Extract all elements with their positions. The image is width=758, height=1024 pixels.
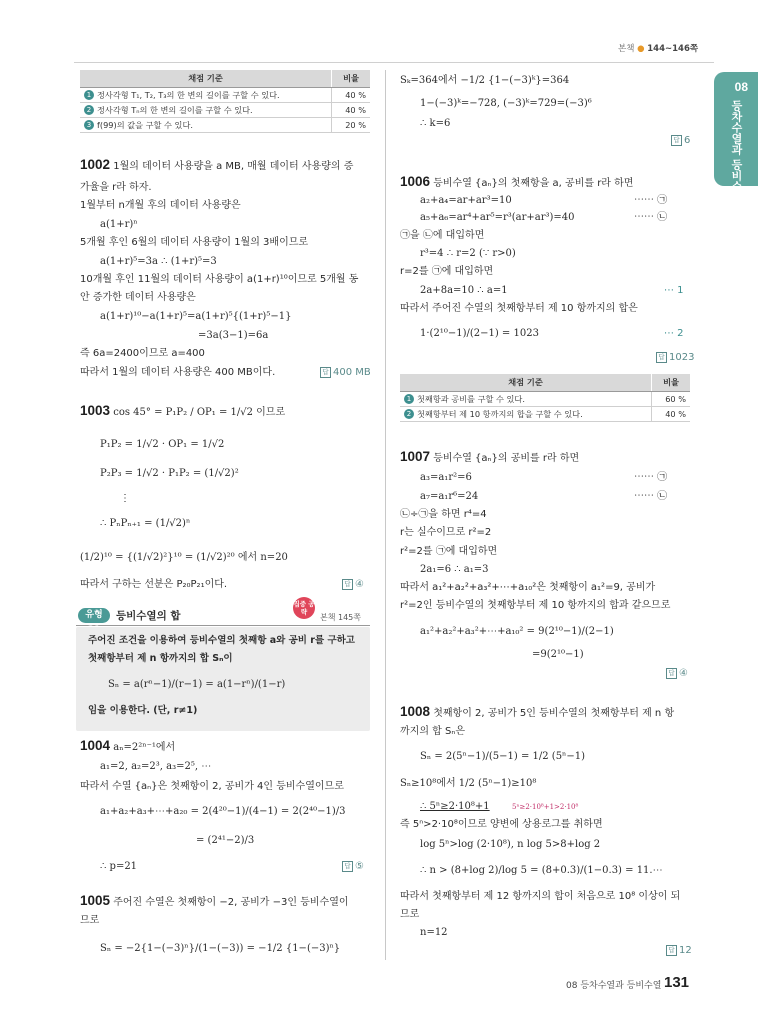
answer-icon: 답 — [666, 668, 677, 679]
problem-1007 — [400, 450, 579, 465]
answer-value: 1023 — [669, 352, 695, 363]
math-line: (1/2)¹⁰ = {(1/√2)²}¹⁰ = (1/√2)²⁰ 에서 n=20 — [80, 552, 288, 563]
math-line: a(1+r)⁵=3a ∴ (1+r)⁵=3 — [100, 256, 217, 267]
math-line: =3a(3−1)=6a — [198, 330, 269, 341]
problem-number: 1008 — [400, 704, 431, 719]
problem-number: 1004 — [80, 738, 111, 753]
answer-icon: 답 — [656, 352, 667, 363]
table-cell: 40 % — [652, 407, 691, 422]
text-line: r²=2인 등비수열의 첫째항부터 제 10 항까지의 합과 같으므로 — [400, 600, 671, 611]
math-line: 1·(2¹⁰−1)/(2−1) = 1023 — [420, 328, 539, 339]
problem-number: 1006 — [400, 174, 431, 189]
answer-1002 — [320, 366, 371, 379]
math-line: P₁P₂ = 1/√2 · OP₁ = 1/√2 — [100, 439, 225, 450]
step-2-icon: 2 — [84, 105, 94, 115]
answer-1005 — [671, 134, 690, 147]
text-line: 첫째항부터 제 n 항까지의 합 Sₙ이 — [88, 653, 233, 664]
math-line: Sₖ=364에서 −1/2 {1−(−3)ᵏ}=364 — [400, 75, 570, 86]
math-line: ∴ 5ⁿ≥2·10⁸+1 — [420, 801, 490, 812]
text-line: 즉 6a=2400이므로 a=400 — [80, 348, 205, 359]
page-header — [618, 42, 698, 54]
table-row — [400, 392, 690, 407]
answer-1004 — [342, 860, 364, 873]
table-row — [80, 88, 370, 103]
answer-value: 400 MB — [333, 367, 371, 378]
math-line: a₁²+a₂²+a₃²+⋯+a₁₀² = 9(2¹⁰−1)/(2−1) — [420, 626, 614, 637]
math-line: 2a+8a=10 ∴ a=1 — [420, 285, 508, 296]
answer-1006 — [656, 351, 694, 364]
answer-1008 — [666, 944, 692, 957]
answer-icon: 답 — [342, 861, 353, 872]
chapter-number: 08 — [734, 80, 748, 94]
text-line: 등비수열 {aₙ}의 공비를 r라 하면 — [433, 453, 580, 464]
text-line: ㉠을 ㉡에 대입하면 — [400, 230, 485, 241]
table-cell: 첫째항부터 제 10 항까지의 합을 구할 수 있다. — [417, 408, 583, 419]
text-line: r=2를 ㉠에 대입하면 — [400, 266, 494, 277]
table-cell: 40 % — [332, 103, 371, 118]
step-3-icon: 3 — [84, 120, 94, 130]
math-line: r³=4 ∴ r=2 (∵ r>0) — [420, 248, 516, 259]
text-line: 즉 5ⁿ>2·10⁸이므로 양변에 상용로그를 취하면 — [400, 819, 603, 830]
equation-tag: ⋯⋯ ㉡ — [634, 491, 668, 502]
table-cell: 20 % — [332, 118, 371, 133]
table-cell: 40 % — [332, 88, 371, 103]
answer-value: ④ — [355, 579, 364, 590]
math-line: cos 45° = P₁P₂ / OP₁ = 1/√2 이므로 — [113, 407, 286, 418]
focus-badge: 집중 공략 — [293, 597, 315, 619]
math-line: aₙ=2²ⁿ⁻¹에서 — [113, 742, 176, 753]
problem-1005 — [80, 894, 349, 909]
math-line: = (2⁴¹−2)/3 — [196, 835, 255, 846]
math-line: =9(2¹⁰−1) — [532, 649, 584, 660]
answer-1007 — [666, 667, 688, 680]
equation-tag: ⋯⋯ ㉠ — [634, 195, 668, 206]
text-line: 므로 — [80, 915, 100, 926]
answer-value: ⑤ — [355, 861, 364, 872]
text-line: 따라서 주어진 수열의 첫째항부터 제 10 항까지의 합은 — [400, 303, 638, 314]
math-line: log 5ⁿ>log (2·10⁸), n log 5>8+log 2 — [420, 839, 601, 850]
math-line: Sₙ = −2{1−(−3)ⁿ}/(1−(−3)) = −1/2 {1−(−3)ⁿ} — [100, 943, 341, 954]
math-line: a₇=a₁r⁶=24 — [420, 491, 479, 502]
problem-1008 — [400, 705, 674, 720]
text-line: 따라서 1월의 데이터 사용량은 400 MB이다. — [80, 367, 276, 378]
table-cell: f(99)의 값을 구할 수 있다. — [97, 119, 193, 130]
problem-number: 1005 — [80, 893, 111, 908]
answer-icon: 답 — [342, 579, 353, 590]
footer-chapter: 08 등차수열과 등비수열 — [566, 981, 662, 991]
table-row — [80, 103, 370, 118]
math-line: ∴ k=6 — [420, 118, 451, 129]
math-line: 1−(−3)ᵏ=−728, (−3)ᵏ=729=(−3)⁶ — [420, 98, 592, 109]
text-line: ㉡÷㉠을 하면 r⁴=4 — [400, 509, 487, 520]
step-1-icon: 1 — [84, 90, 94, 100]
math-line: n=12 — [420, 927, 448, 938]
grading-table-2 — [400, 374, 690, 422]
top-divider — [74, 62, 714, 63]
text-line: 므로 — [400, 909, 420, 920]
answer-value: 6 — [684, 135, 691, 146]
text-line: 5개월 후인 6월의 데이터 사용량이 1월의 3배이므로 — [80, 237, 309, 248]
math-line: a₂+a₄=ar+ar³=10 — [420, 195, 512, 206]
step-1-icon: 1 — [404, 394, 414, 404]
table1-col-ratio: 비율 — [332, 70, 371, 88]
table2-col-criteria: 채점 기준 — [400, 374, 652, 392]
table-row — [400, 407, 690, 422]
math-line: a₃=a₁r²=6 — [420, 472, 472, 483]
step-marker-1: ⋯ 1 — [664, 285, 684, 296]
table-cell: 정사각형 Tₙ의 한 변의 길이를 구할 수 있다. — [97, 104, 253, 115]
type21-ref: 본책 145쪽 — [320, 613, 361, 622]
answer-1003 — [342, 578, 364, 591]
header-ref: 본책 — [618, 44, 635, 54]
equation-tag: ⋯⋯ ㉠ — [634, 472, 668, 483]
page-number: 131 — [664, 974, 690, 991]
problem-number: 1007 — [400, 449, 431, 464]
grading-table-1 — [80, 70, 370, 133]
math-line: ∴ n > (8+log 2)/log 5 = (8+0.3)/(1−0.3) = 11.⋯ — [420, 865, 663, 876]
math-line: a₅+a₆=ar⁴+ar⁵=r³(ar+ar³)=40 — [420, 212, 575, 223]
text-line: 가율을 r라 하자. — [80, 182, 152, 193]
math-line: a₁+a₂+a₃+⋯+a₂₀ = 2(4²⁰−1)/(4−1) = 2(2⁴⁰−1)/3 — [100, 806, 346, 817]
answer-icon: 답 — [666, 945, 677, 956]
text-line: r는 실수이므로 r²=2 — [400, 527, 492, 538]
equation-tag: ⋯⋯ ㉡ — [634, 212, 668, 223]
answer-icon: 답 — [671, 135, 682, 146]
text-line: 주어진 수열은 첫째항이 −2, 공비가 −3인 등비수열이 — [113, 897, 349, 908]
text-line: 안 증가한 데이터 사용량은 — [80, 292, 196, 303]
text-line: r²=2를 ㉠에 대입하면 — [400, 546, 498, 557]
answer-value: 12 — [679, 945, 692, 956]
bullet-icon: ● — [637, 44, 645, 54]
problem-1002 — [80, 158, 353, 173]
problem-1004 — [80, 739, 175, 754]
table-cell: 정사각형 T₁, T₂, T₃의 한 변의 길이를 구할 수 있다. — [97, 89, 280, 100]
margin-note: 5ⁿ≥2·10⁸+1>2·10⁸ — [512, 803, 579, 811]
text-line: 1월의 데이터 사용량을 a MB, 매월 데이터 사용량의 증 — [113, 161, 354, 172]
step-2-icon: 2 — [404, 409, 414, 419]
answer-value: ④ — [679, 668, 688, 679]
text-line: 따라서 첫째항부터 제 12 항까지의 합이 처음으로 10⁸ 이상이 되 — [400, 891, 681, 902]
table-row — [80, 118, 370, 133]
math-line: 2a₁=6 ∴ a₁=3 — [420, 564, 489, 575]
math-line: P₂P₃ = 1/√2 · P₁P₂ = (1/√2)² — [100, 468, 239, 479]
text-line: 1월부터 n개월 후의 데이터 사용량은 — [80, 200, 241, 211]
table-cell: 첫째항과 공비를 구할 수 있다. — [417, 393, 525, 404]
math-line: ⋮ — [120, 493, 130, 504]
table1-col-criteria: 채점 기준 — [80, 70, 332, 88]
math-line: a₁=2, a₂=2³, a₃=2⁵, ⋯ — [100, 761, 212, 772]
column-divider — [385, 70, 386, 960]
problem-1003 — [80, 404, 285, 419]
math-line: a(1+r)ⁿ — [100, 219, 138, 230]
text-line: 첫째항이 2, 공비가 5인 등비수열의 첫째항부터 제 n 항 — [433, 708, 675, 719]
math-line: ∴ p=21 — [100, 861, 138, 872]
step-marker-2: ⋯ 2 — [664, 328, 684, 339]
math-line: a(1+r)¹⁰−a(1+r)⁵=a(1+r)⁵{(1+r)⁵−1} — [100, 311, 292, 322]
math-line: Sₙ≥10⁸에서 1/2 (5ⁿ−1)≥10⁸ — [400, 778, 537, 789]
answer-icon: 답 — [320, 367, 331, 378]
text-line: 따라서 수열 {aₙ}은 첫째항이 2, 공비가 4인 등비수열이므로 — [80, 781, 344, 792]
text-line: 주어진 조건을 이용하여 등비수열의 첫째항 a와 공비 r를 구하고 — [88, 635, 355, 646]
chapter-title: 등차수열과 등비수열 — [730, 100, 743, 203]
math-line: Sₙ = a(rⁿ−1)/(r−1) = a(1−rⁿ)/(1−r) — [108, 679, 286, 690]
text-line: 임을 이용한다. (단, r≠1) — [88, 705, 198, 716]
header-pages: 144~146쪽 — [647, 44, 699, 54]
math-line: ∴ PₙPₙ₊₁ = (1/√2)ⁿ — [100, 518, 191, 529]
text-line: 까지의 합 Sₙ은 — [400, 726, 465, 737]
math-line: Sₙ = 2(5ⁿ−1)/(5−1) = 1/2 (5ⁿ−1) — [420, 751, 586, 762]
problem-1006 — [400, 175, 633, 190]
text-line: 따라서 구하는 선분은 P₂₀P₂₁이다. — [80, 579, 228, 590]
table2-col-ratio: 비율 — [652, 374, 691, 392]
text-line: 등비수열 {aₙ}의 첫째항을 a, 공비를 r라 하면 — [433, 178, 634, 189]
type21-pill: 유형 — [78, 608, 110, 623]
text-line: 따라서 a₁²+a₂²+a₃²+⋯+a₁₀²은 첫째항이 a₁²=9, 공비가 — [400, 582, 656, 593]
problem-number: 1003 — [80, 403, 111, 418]
text-line: 10개월 후인 11월의 데이터 사용량이 a(1+r)¹⁰이므로 5개월 동 — [80, 274, 359, 285]
type21-title: 등비수열의 합 — [116, 610, 181, 622]
table-cell: 60 % — [652, 392, 691, 407]
problem-number: 1002 — [80, 157, 111, 172]
